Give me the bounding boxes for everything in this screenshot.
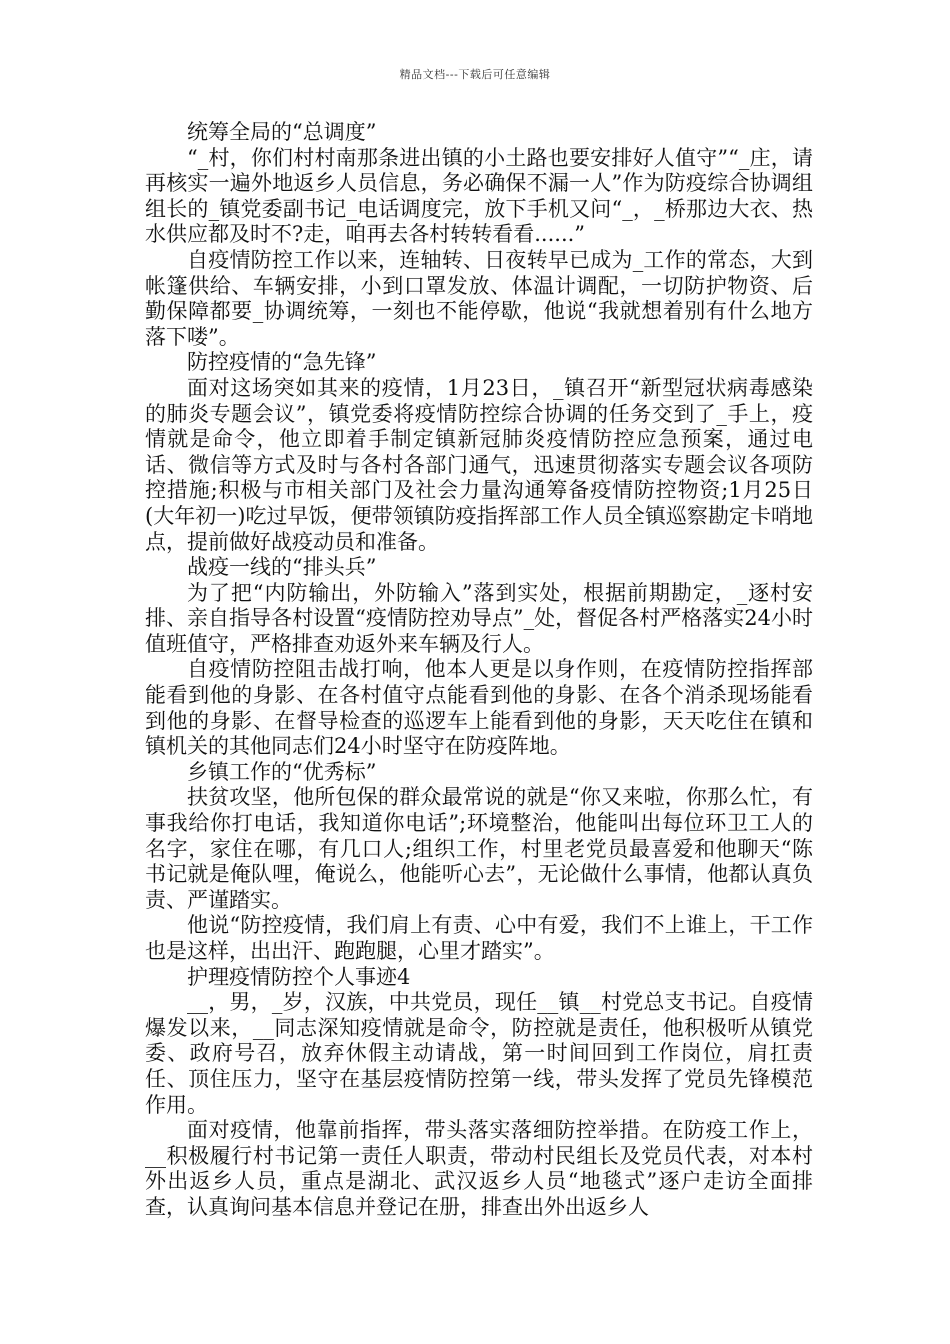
section-heading-coordinator: 统筹全局的“总调度” [187, 120, 377, 144]
document-body [145, 120, 813, 1221]
section-heading-benchmark: 乡镇工作的“优秀标” [187, 759, 377, 784]
paragraph: 为了把“内防输出，外防输入”落到实处，根据前期勘定，_逐村安排、亲自指导各村设置“疫情防控劝导点”_处，督促各村严格落实24小时值班值守，严格排查劝返外来车辆及行人。 [145, 580, 813, 656]
paragraph: “_村，你们村村南那条进出镇的小土路也要安排好人值守”“_庄，请再核实一遍外地返乡人员信息，务必确保不漏一人”作为防疫综合协调组组长的_镇党委副书记_电话调度完，放下手机又问“_，_桥那边大衣、热水供应都及时不?走，咱再去各村转转看看......” [145, 145, 813, 247]
section-heading-frontline: 战疫一线的“排头兵” [187, 555, 377, 580]
paragraph: 面对这场突如其来的疫情，1月23日，_镇召开“新型冠状病毒感染的肺炎专题会议”，镇党委将疫情防控综合协调的任务交到了_手上，疫情就是命令，他立即着手制定镇新冠肺炎疫情防控应急预案，通过电话、微信等方式及时与各村各部门通气，迅速贯彻落实专题会议各项防控措施;积极与市相关部门及社会力量沟通筹备疫情防控物资;1月25日(大年初一)吃过早饭，便带领镇防疫指挥部工作人员全镇巡察勘定卡哨地点，提前做好战疫动员和准备。 [145, 375, 813, 554]
paragraph: 自疫情防控工作以来，连轴转、日夜转早已成为_工作的常态，大到帐篷供给、车辆安排，小到口罩发放、体温计调配，一切防护物资、后勤保障都要_协调统筹，一刻也不能停歇，他说“我就想着别有什么地方落下喽”。 [145, 247, 813, 349]
paragraph: 自疫情防控阻击战打响，他本人更是以身作则，在疫情防控指挥部能看到他的身影、在各村值守点能看到他的身影、在各个消杀现场能看到他的身影、在督导检查的巡逻车上能看到他的身影，天天吃住在镇和镇机关的其他同志们24小时坚守在防疫阵地。 [145, 657, 813, 759]
paragraph: 他说“防控疫情，我们肩上有责、心中有爱，我们不上谁上，干工作也是这样，出出汗、跑跑腿，心里才踏实”。 [145, 913, 813, 963]
page-header: 精品文档---下载后可任意编辑 [399, 68, 551, 81]
section-heading-deeds-4: 护理疫情防控个人事迹4 [187, 964, 411, 989]
section-heading-vanguard: 防控疫情的“急先锋” [187, 350, 377, 375]
paragraph: 面对疫情，他靠前指挥，带头落实落细防控举措。在防疫工作上，__积极履行村书记第一责任人职责，带动村民组长及党员代表，对本村外出返乡人员，重点是湖北、武汉返乡人员“地毯式”逐户走访全面排查，认真询问基本信息并登记在册，排查出外出返乡人 [145, 1118, 813, 1219]
paragraph: 扶贫攻坚，他所包保的群众最常说的就是“你又来啦，你那么忙，有事我给你打电话，我知道你电话”;环境整治，他能叫出每位环卫工人的名字，家住在哪，有几口人;组织工作，村里老党员最喜爱和他聊天“陈书记就是俺队哩，俺说么，他能听心去”，无论做什么事情，他都认真负责、严谨踏实。 [145, 785, 813, 912]
paragraph: __，男，_岁，汉族，中共党员，现任__镇__村党总支书记。自疫情爆发以来，__同志深知疫情就是命令，防控就是责任，他积极听从镇党委、政府号召，放弃休假主动请战，第一时间回到工作岗位，肩扛责任、顶住压力，坚守在基层疫情防控第一线，带头发挥了党员先锋模范作用。 [145, 990, 813, 1117]
